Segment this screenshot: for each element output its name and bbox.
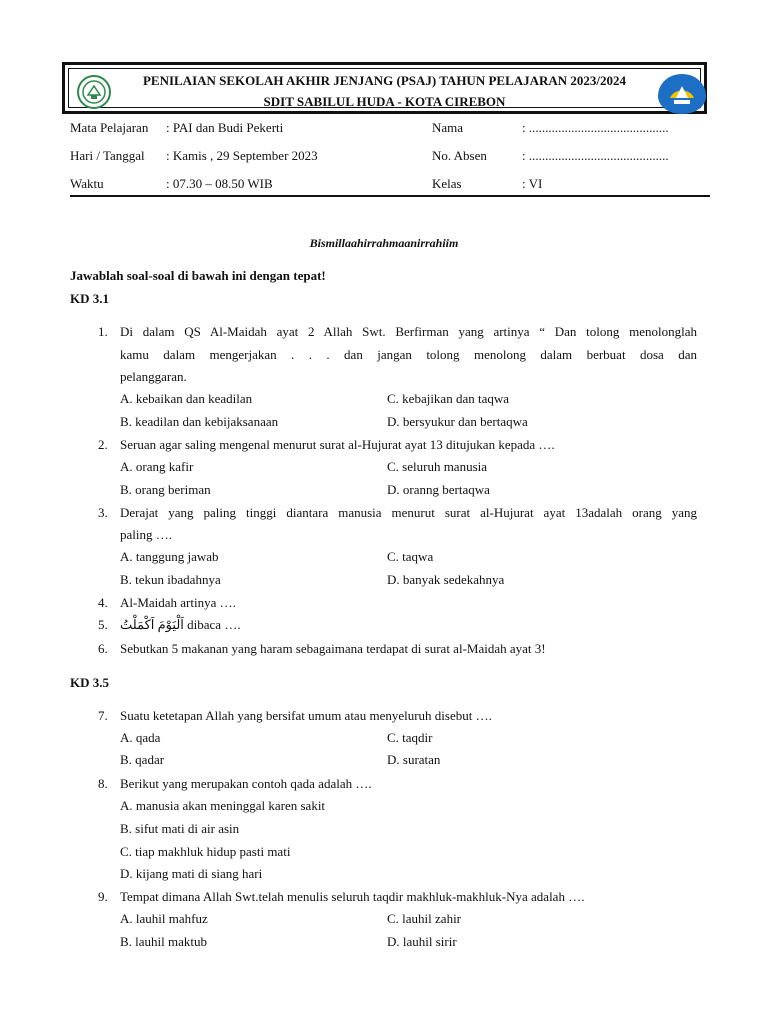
q3-option-d: D. banyak sedekahnya bbox=[387, 572, 505, 587]
q2-option-c: C. seluruh manusia bbox=[387, 459, 488, 474]
subject-label: Mata Pelajaran bbox=[70, 120, 149, 135]
date-value: : Kamis , 29 September 2023 bbox=[166, 148, 318, 163]
q1-line2: kamu dalam mengerjakan . . . dan jangan tolong menolong dalam berbuat dosa dan bbox=[120, 347, 697, 362]
date-label: Hari / Tanggal bbox=[70, 148, 145, 163]
header-divider bbox=[70, 195, 710, 197]
q6-number: 6. bbox=[98, 641, 108, 656]
q5-text-wrap bbox=[120, 617, 241, 633]
q3-option-c: C. taqwa bbox=[387, 549, 434, 564]
q9-option-b: B. lauhil maktub bbox=[120, 934, 208, 949]
q3-number: 3. bbox=[98, 505, 108, 520]
q1-number: 1. bbox=[98, 324, 108, 339]
time-label: Waktu bbox=[70, 176, 104, 191]
school-name: SDIT SABILUL HUDA - KOTA CIREBON bbox=[263, 94, 506, 109]
q7-number: 7. bbox=[98, 708, 108, 723]
q7-option-b: B. qadar bbox=[120, 752, 165, 767]
name-label: Nama bbox=[432, 120, 464, 135]
q3-option-b: B. tekun ibadahnya bbox=[120, 572, 221, 587]
q8-option-c: C. tiap makhluk hidup pasti mati bbox=[120, 844, 291, 859]
kd-heading-3-1: KD 3.1 bbox=[70, 291, 109, 306]
q1-option-d: D. bersyukur dan bertaqwa bbox=[387, 414, 528, 429]
class-label: Kelas bbox=[432, 176, 462, 191]
q9-number: 9. bbox=[98, 889, 108, 904]
q1-option-a: A. kebaikan dan keadilan bbox=[120, 391, 253, 406]
q4-text: Al-Maidah artinya …. bbox=[120, 595, 236, 610]
q1-option-b: B. keadilan dan kebijaksanaan bbox=[120, 414, 279, 429]
q8-option-d: D. kijang mati di siang hari bbox=[120, 866, 263, 881]
q8-option-a: A. manusia akan meninggal karen sakit bbox=[120, 798, 326, 813]
q5-number: 5. bbox=[98, 617, 108, 632]
subject-value: : PAI dan Budi Pekerti bbox=[166, 120, 284, 135]
q9-option-c: C. lauhil zahir bbox=[387, 911, 462, 926]
q7-option-a: A. qada bbox=[120, 730, 161, 745]
q3-option-a: A. tanggung jawab bbox=[120, 549, 219, 564]
q1-line1: Di dalam QS Al-Maidah ayat 2 Allah Swt. Berfirman yang artinya “ Dan tolong menolonglah bbox=[120, 324, 697, 339]
q9-option-d: D. lauhil sirir bbox=[387, 934, 457, 949]
absen-label: No. Absen bbox=[432, 148, 487, 163]
class-value: : VI bbox=[522, 176, 543, 191]
q7-text: Suatu ketetapan Allah yang bersifat umum atau menyeluruh disebut …. bbox=[120, 708, 492, 723]
q2-text: Seruan agar saling mengenal menurut surat al-Hujurat ayat 13 ditujukan kepada …. bbox=[120, 437, 555, 452]
q8-option-b: B. sifut mati di air asin bbox=[120, 821, 240, 836]
q1-option-c: C. kebajikan dan taqwa bbox=[387, 391, 510, 406]
instruction-text: Jawablah soal-soal di bawah ini dengan tepat! bbox=[70, 268, 326, 283]
q7-option-d: D. suratan bbox=[387, 752, 441, 767]
q5-arabic-phrase: اَلْيَوْمَ اَكْمَلْتُ bbox=[120, 617, 184, 632]
q2-option-d: D. oranng bertaqwa bbox=[387, 482, 490, 497]
absen-value: : ........................................... bbox=[522, 148, 669, 163]
tut-wuri-logo-icon bbox=[656, 72, 708, 116]
q1-line3: pelanggaran. bbox=[120, 369, 187, 384]
time-value: : 07.30 – 08.50 WIB bbox=[166, 176, 273, 191]
exam-title: PENILAIAN SEKOLAH AKHIR JENJANG (PSAJ) TAHUN PELAJARAN 2023/2024 bbox=[142, 73, 627, 88]
q8-number: 8. bbox=[98, 776, 108, 791]
header-inner-border bbox=[68, 68, 701, 108]
q9-text: Tempat dimana Allah Swt.telah menulis seluruh taqdir makhluk-makhluk-Nya adalah …. bbox=[120, 889, 585, 904]
q2-option-a: A. orang kafir bbox=[120, 459, 194, 474]
q7-option-c: C. taqdir bbox=[387, 730, 433, 745]
q3-line2: paling …. bbox=[120, 527, 172, 542]
q2-number: 2. bbox=[98, 437, 108, 452]
q3-line1: Derajat yang paling tinggi diantara manusia menurut surat al-Hujurat ayat 13adalah orang yang bbox=[120, 505, 697, 520]
q4-number: 4. bbox=[98, 595, 108, 610]
name-value: : ........................................... bbox=[522, 120, 669, 135]
bismillah-heading: Bismillaahirrahmaanirrahiim bbox=[309, 236, 459, 250]
kd-heading-3-5: KD 3.5 bbox=[70, 675, 109, 690]
q8-text: Berikut yang merupakan contoh qada adalah …. bbox=[120, 776, 372, 791]
q6-text: Sebutkan 5 makanan yang haram sebagaimana terdapat di surat al-Maidah ayat 3! bbox=[120, 641, 546, 656]
header-box bbox=[62, 62, 707, 114]
q9-option-a: A. lauhil mahfuz bbox=[120, 911, 208, 926]
q2-option-b: B. orang beriman bbox=[120, 482, 211, 497]
q5-text: dibaca …. bbox=[183, 617, 241, 632]
